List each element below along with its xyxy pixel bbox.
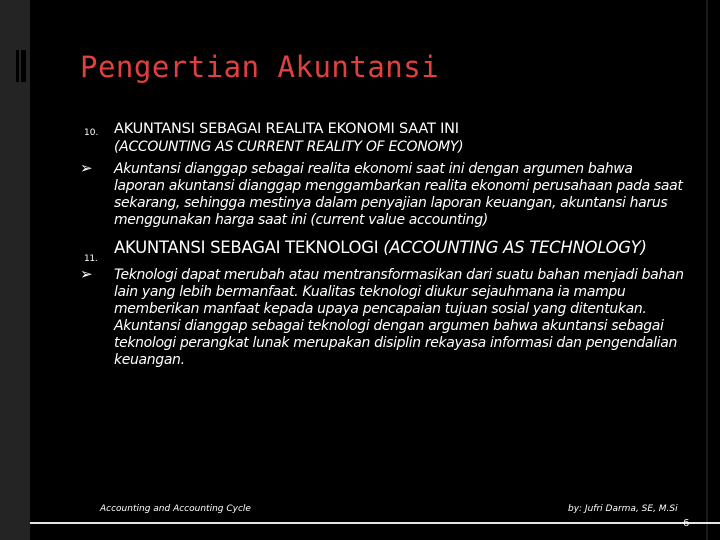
slide-body: [80, 121, 684, 369]
footer-course: Accounting and Accounting Cycle: [100, 504, 251, 514]
footer-author: by: Jufri Darma, SE, M.Si: [568, 504, 678, 514]
footer-rule: [30, 522, 720, 524]
section-10-heading: [84, 121, 684, 156]
arrow-bullet-icon: ➢: [80, 159, 93, 177]
section-10-title: AKUNTANSI SEBAGAI REALITA EKONOMI SAAT INI: [114, 121, 459, 137]
slide-title: Pengertian Akuntansi: [80, 50, 440, 84]
section-11-bullet: [80, 265, 684, 369]
section-10-bullet: [80, 159, 684, 229]
accent-bar-thick: [21, 50, 26, 82]
right-rule: [706, 0, 708, 540]
accent-bar-thin: [16, 50, 19, 82]
arrow-bullet-icon: ➢: [80, 265, 93, 283]
page-number: 6: [683, 518, 690, 529]
section-10-bullet-text: Akuntansi dianggap sebagai realita ekonomi saat ini dengan argumen bahwa laporan akuntansi dianggap menggambarkan realita ekonomi perusahaan pada saat sekarang, sehingga mestinya dalam penyajian laporan keuangan, akuntansi harus menggunakan harga saat ini (current value accounting): [114, 161, 683, 228]
section-10-number: 10.: [84, 128, 99, 138]
section-11-heading: [84, 238, 684, 264]
section-10-subtitle: (ACCOUNTING AS CURRENT REALITY OF ECONOMY): [114, 139, 464, 155]
section-11-bullet-text: Teknologi dapat merubah atau mentransformasikan dari suatu bahan menjadi bahan lain yang lebih bermanfaat. Kualitas teknologi diukur sejauhmana ia mampu memberikan manfaat kepada upaya pencapaian tujuan sosial yang ditentukan. Akuntansi dianggap sebagai teknologi dengan argumen bahwa akuntansi sebagai teknologi perangkat lunak merupakan disiplin rekayasa informasi dan pengendalian keuangan.: [114, 267, 684, 368]
section-11-title: AKUNTANSI SEBAGAI TEKNOLOGI: [114, 238, 379, 257]
section-11-number: 11.: [84, 254, 98, 264]
accent-bars: [16, 50, 26, 82]
section-11-title-en: (ACCOUNTING AS TECHNOLOGY): [383, 238, 647, 257]
